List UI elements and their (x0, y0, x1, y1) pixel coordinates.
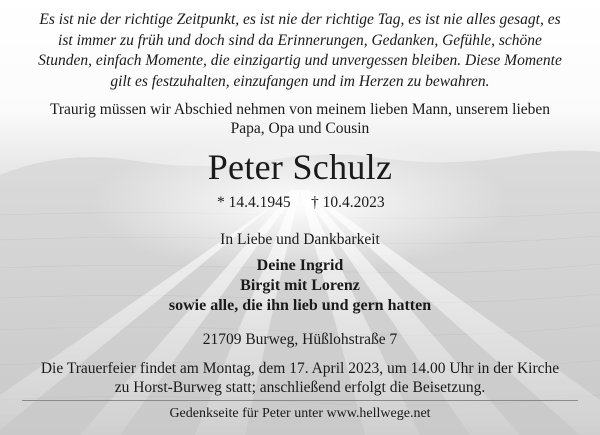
mourner-line: Birgit mit Lorenz (240, 277, 360, 294)
funeral-details (10, 359, 590, 397)
poem-line: Es ist nie der richtige Zeitpunkt, es ist nie der richtige Tag, es ist nie alles gesagt, es (39, 11, 561, 28)
memorial-poem (10, 10, 590, 92)
poem-line: ist immer zu früh und doch sind da Erinnerungen, Gedanken, Gefühle, schöne (58, 31, 542, 49)
death-date: † 10.4.2023 (311, 194, 385, 211)
mourners-list (0, 256, 600, 316)
mourner-line: sowie alle, die ihn lieb und gern hatten (168, 297, 432, 314)
deceased-name: Peter Schulz (207, 147, 393, 187)
intro-line: Papa, Opa und Cousin (230, 120, 370, 137)
funeral-line: Die Trauerfeier findet am Montag, dem 17. April 2023, um 14.00 Uhr in der Kirche (40, 360, 560, 377)
memorial-website-line[interactable]: Gedenkseite für Peter unter www.hellwege.net (169, 406, 431, 421)
mourner-line: Deine Ingrid (256, 257, 344, 274)
poem-line: Stunden, einfach Momente, die einzigartig und unvergessen bleiben. Diese Momente (38, 52, 562, 69)
birth-date: * 14.4.1945 (217, 194, 291, 211)
love-gratitude-line: In Liebe und Dankbarkeit (220, 231, 380, 248)
farewell-intro (20, 100, 580, 138)
divider (22, 400, 578, 401)
funeral-line: zu Horst-Burweg statt; anschließend erfolgt die Beisetzung. (114, 379, 486, 396)
poem-line: gilt es festzuhalten, einzufangen und im Herzen zu bewahren. (110, 72, 490, 90)
intro-line: Traurig müssen wir Abschied nehmen von meinem lieben Mann, unserem lieben (49, 101, 551, 118)
family-address: 21709 Burweg, Hüßlohstraße 7 (202, 331, 398, 348)
